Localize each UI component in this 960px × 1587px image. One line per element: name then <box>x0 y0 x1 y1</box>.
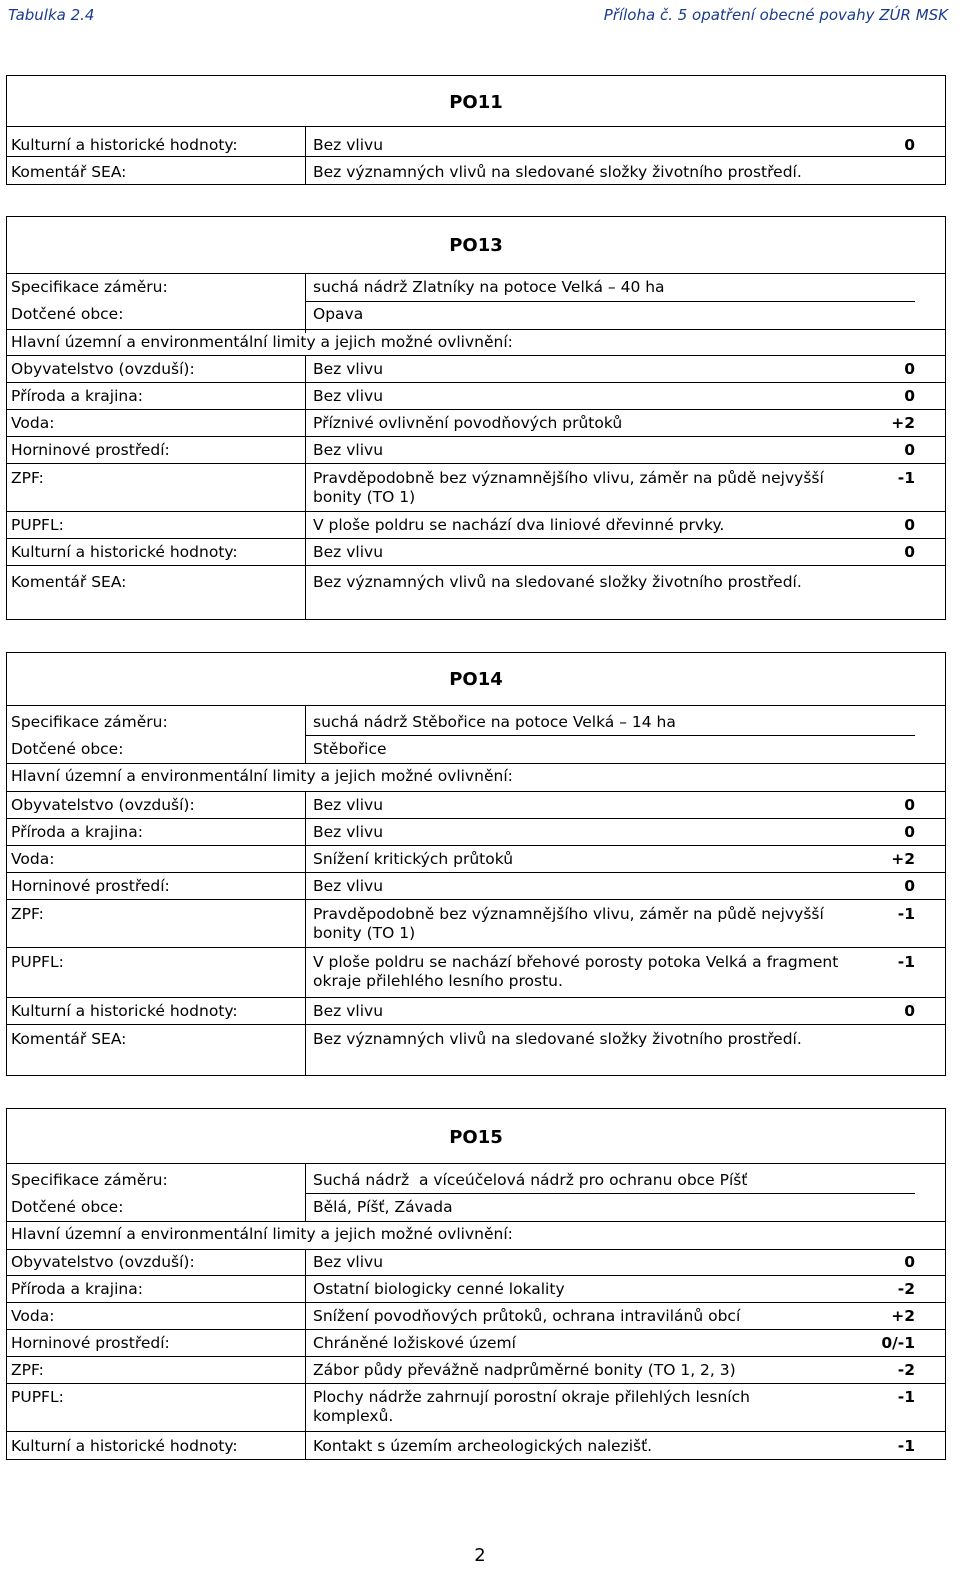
block-po14 <box>6 652 946 1076</box>
row-text: Bez vlivu <box>313 360 384 378</box>
row-text: Pravděpodobně bez významnějšího vlivu, záměr na půdě nejvyšší bonity (TO 1) <box>313 469 824 506</box>
block-title: PO15 <box>449 1127 503 1148</box>
row-label: Kulturní a historické hodnoty: <box>11 136 238 154</box>
row-label: Kulturní a historické hodnoty: <box>11 1002 238 1020</box>
row-text: Bez významných vlivů na sledované složky životního prostředí. <box>313 573 802 591</box>
row-value: -1 <box>897 905 915 923</box>
block-title: PO13 <box>449 235 503 256</box>
row-label: Komentář SEA: <box>11 1030 127 1048</box>
row-value: +2 <box>891 1307 915 1325</box>
row-text: Opava <box>313 305 364 323</box>
row-text: Bez významných vlivů na sledované složky životního prostředí. <box>313 1030 802 1048</box>
row-label: Dotčené obce: <box>11 305 124 323</box>
row-value: -1 <box>897 469 915 487</box>
row-text: Ostatní biologicky cenné lokality <box>313 1280 565 1298</box>
row-label: Komentář SEA: <box>11 573 127 591</box>
row-value: 0 <box>904 796 915 814</box>
limits-heading: Hlavní územní a environmentální limity a jejich možné ovlivnění: <box>11 333 513 351</box>
limits-heading: Hlavní územní a environmentální limity a jejich možné ovlivnění: <box>11 767 513 785</box>
row-text: Chráněné ložiskové území <box>313 1334 516 1352</box>
row-text: Snížení povodňových průtoků, ochrana intravilánů obcí <box>313 1307 741 1325</box>
row-label: Specifikace záměru: <box>11 278 168 296</box>
row-value: 0 <box>904 823 915 841</box>
row-text: Bez významných vlivů na sledované složky životního prostředí. <box>313 163 802 181</box>
row-label: Komentář SEA: <box>11 163 127 181</box>
row-label: PUPFL: <box>11 516 64 534</box>
header-right: Příloha č. 5 opatření obecné povahy ZÚR MSK <box>603 6 948 24</box>
row-text: Zábor půdy převážně nadprůměrné bonity (TO 1, 2, 3) <box>313 1361 736 1379</box>
row-value: 0 <box>904 1002 915 1020</box>
row-label: Příroda a krajina: <box>11 1280 143 1298</box>
row-text: suchá nádrž Stěbořice na potoce Velká – 14 ha <box>313 713 676 731</box>
page-number: 2 <box>474 1545 486 1566</box>
row-label: Dotčené obce: <box>11 1198 124 1216</box>
row-text: Bez vlivu <box>313 877 384 895</box>
row-label: PUPFL: <box>11 953 64 971</box>
row-value: -2 <box>897 1361 915 1379</box>
row-value: 0 <box>904 387 915 405</box>
row-label: Horninové prostředí: <box>11 441 170 459</box>
header-left: Tabulka 2.4 <box>8 6 95 24</box>
row-label: Obyvatelstvo (ovzduší): <box>11 796 195 814</box>
row-label: Horninové prostředí: <box>11 877 170 895</box>
row-text: Bez vlivu <box>313 441 384 459</box>
row-text: Bez vlivu <box>313 1002 384 1020</box>
row-label: Obyvatelstvo (ovzduší): <box>11 1253 195 1271</box>
row-text: suchá nádrž Zlatníky na potoce Velká – 40 ha <box>313 278 665 296</box>
row-label: ZPF: <box>11 469 44 487</box>
row-text: Příznivé ovlivnění povodňových průtoků <box>313 414 623 432</box>
row-label: Voda: <box>11 850 55 868</box>
row-label: Kulturní a historické hodnoty: <box>11 1437 238 1455</box>
row-label: Horninové prostředí: <box>11 1334 170 1352</box>
row-value: +2 <box>891 850 915 868</box>
row-label: ZPF: <box>11 905 44 923</box>
row-text: V ploše poldru se nachází dva liniové dřevinné prvky. <box>313 516 725 534</box>
row-value: 0 <box>904 441 915 459</box>
row-text: Stěbořice <box>313 740 387 758</box>
row-text: Plochy nádrže zahrnují porostní okraje přilehlých lesních komplexů. <box>313 1388 750 1425</box>
row-text: Kontakt s územím archeologických nalezišť. <box>313 1437 653 1455</box>
row-value: -1 <box>897 1388 915 1406</box>
block-po15 <box>6 1108 946 1460</box>
row-value: -2 <box>897 1280 915 1298</box>
block-po13 <box>6 216 946 620</box>
row-label: Obyvatelstvo (ovzduší): <box>11 360 195 378</box>
row-value: 0/-1 <box>881 1334 915 1352</box>
row-text: Bez vlivu <box>313 136 384 154</box>
block-title: PO14 <box>449 669 503 690</box>
block-title: PO11 <box>449 92 503 113</box>
row-label: Specifikace záměru: <box>11 713 168 731</box>
row-label: PUPFL: <box>11 1388 64 1406</box>
row-value: +2 <box>891 414 915 432</box>
row-label: Příroda a krajina: <box>11 823 143 841</box>
row-label: Dotčené obce: <box>11 740 124 758</box>
row-value: 0 <box>904 543 915 561</box>
row-text: Bez vlivu <box>313 387 384 405</box>
block-po11 <box>6 75 946 185</box>
row-text: V ploše poldru se nachází břehové porosty potoka Velká a fragment okraje přilehlého lesního prostu. <box>313 953 839 990</box>
row-label: Voda: <box>11 414 55 432</box>
row-value: -1 <box>897 1437 915 1455</box>
row-value: 0 <box>904 360 915 378</box>
row-text: Suchá nádrž a víceúčelová nádrž pro ochranu obce Píšť <box>313 1171 748 1189</box>
row-text: Snížení kritických průtoků <box>313 850 514 868</box>
row-text: Bez vlivu <box>313 823 384 841</box>
row-value: 0 <box>904 136 915 154</box>
row-label: Příroda a krajina: <box>11 387 143 405</box>
row-label: ZPF: <box>11 1361 44 1379</box>
row-text: Bělá, Píšť, Závada <box>313 1198 453 1216</box>
limits-heading: Hlavní územní a environmentální limity a jejich možné ovlivnění: <box>11 1225 513 1243</box>
row-value: 0 <box>904 877 915 895</box>
row-label: Voda: <box>11 1307 55 1325</box>
row-text: Bez vlivu <box>313 1253 384 1271</box>
row-text: Bez vlivu <box>313 543 384 561</box>
row-label: Kulturní a historické hodnoty: <box>11 543 238 561</box>
row-value: 0 <box>904 516 915 534</box>
row-label: Specifikace záměru: <box>11 1171 168 1189</box>
row-value: 0 <box>904 1253 915 1271</box>
row-text: Bez vlivu <box>313 796 384 814</box>
row-value: -1 <box>897 953 915 971</box>
row-text: Pravděpodobně bez významnějšího vlivu, záměr na půdě nejvyšší bonity (TO 1) <box>313 905 824 942</box>
